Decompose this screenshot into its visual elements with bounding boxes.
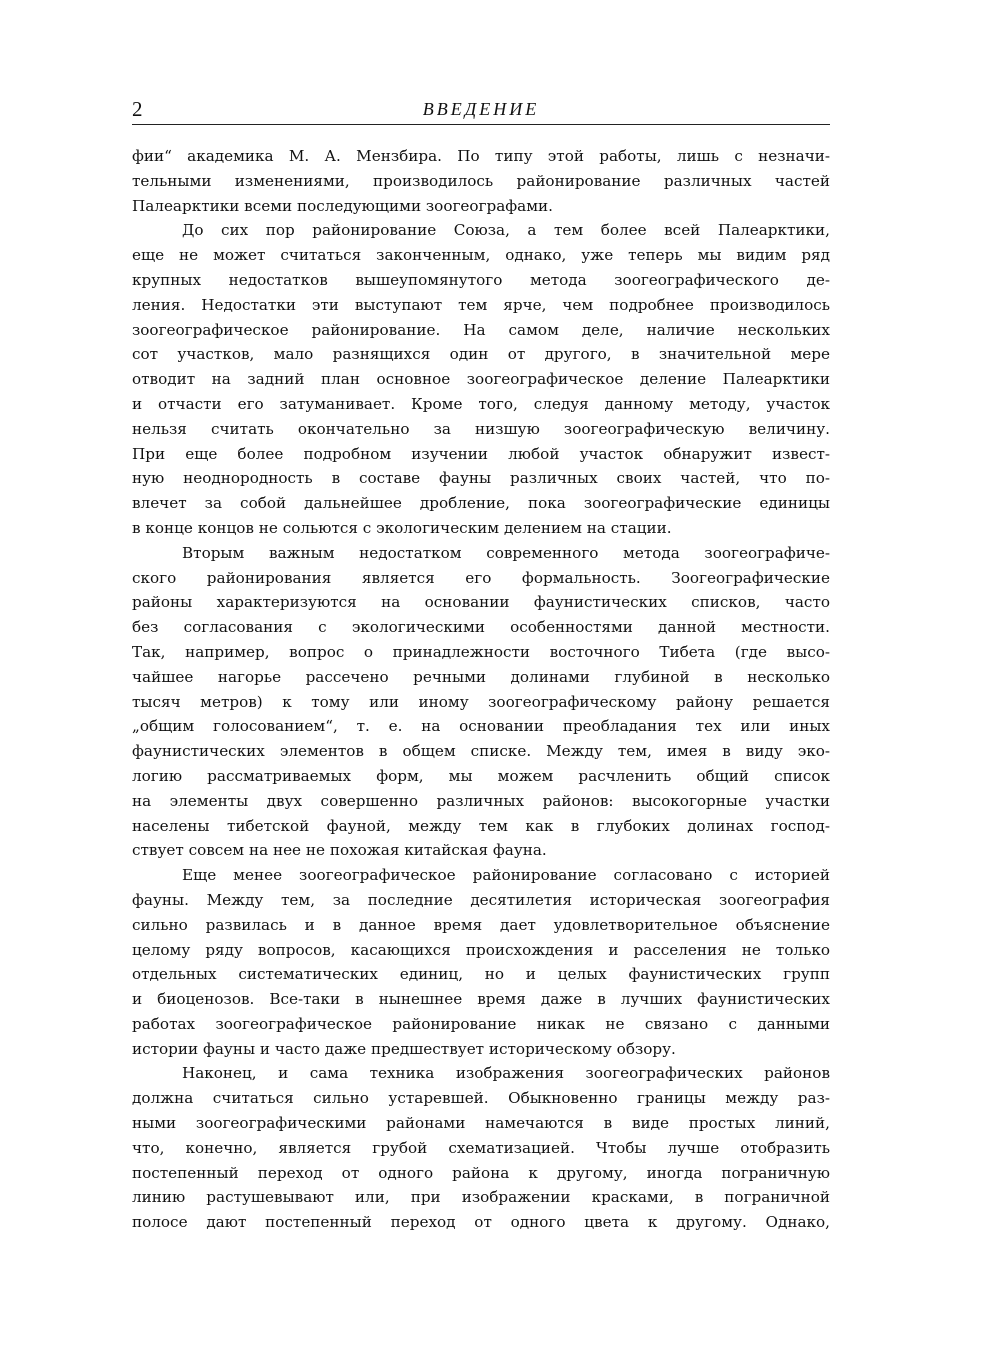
text-line: сот участков, мало разнящихся один от другого, в значительной мере [132, 345, 830, 364]
text-line: сильно развилась и в данное время дает удовлетворительное объяснение [132, 915, 830, 934]
text-line: постепенный переход от одного района к другому, иногда пограничную [132, 1163, 830, 1182]
text-line: нельзя считать окончательно за низшую зоогеографическую величину. [132, 419, 830, 438]
header-divider [132, 124, 830, 125]
running-head: ВВЕДЕНИЕ [422, 99, 540, 119]
text-line: районы характеризуются на основании фаунистических списков, часто [132, 593, 830, 612]
text-line: отдельных систематических единиц, но и целых фаунистических групп [132, 965, 830, 984]
text-line: и отчасти его затуманивает. Кроме того, следуя данному методу, участок [132, 394, 830, 413]
text-line: Еще менее зоогеографическое районирование согласовано с историей [182, 866, 830, 885]
paragraph-1 [132, 144, 830, 218]
text-line: Наконец, и сама техника изображения зоогеографических районов [182, 1064, 830, 1083]
paragraph-4 [132, 863, 830, 1061]
text-line: влечет за собой дальнейшее дробление, пока зоогеографические единицы [132, 494, 830, 513]
text-line: ского районирования является его формальность. Зоогеографические [132, 568, 830, 587]
text-line: Вторым важным недостатком современного метода зоогеографиче- [182, 543, 830, 562]
text-line: При еще более подробном изучении любой участок обнаружит извест- [132, 444, 830, 463]
text-line: зоогеографическое районирование. На самом деле, наличие нескольких [132, 320, 830, 339]
text-line: целому ряду вопросов, касающихся происхождения и расселения не только [132, 940, 830, 959]
text-line: фаунистических элементов в общем списке. Между тем, имея в виду эко- [132, 742, 830, 761]
text-line: на элементы двух совершенно различных районов: высокогорные участки [132, 791, 830, 810]
text-line: логию рассматриваемых форм, мы можем расчленить общий список [132, 766, 830, 785]
body-text [132, 144, 830, 1235]
text-line: ления. Недостатки эти выступают тем ярче, чем подробнее производилось [132, 295, 830, 314]
page-header [132, 96, 830, 126]
text-line: полосе дают постепенный переход от одного цвета к другому. Однако, [132, 1213, 830, 1232]
text-line: ную неоднородность в составе фауны различных своих частей, что по- [132, 469, 830, 488]
text-line: еще не может считаться законченным, однако, уже теперь мы видим ряд [132, 246, 830, 265]
text-line: линию растушевывают или, при изображении красками, в пограничной [132, 1188, 830, 1207]
paragraph-5 [132, 1061, 830, 1235]
text-line: тысяч метров) к тому или иному зоогеографическому району решается [132, 692, 830, 711]
text-line: истории фауны и часто даже предшествует историческому обзору. [132, 1039, 676, 1058]
text-line: Так, например, вопрос о принадлежности восточного Тибета (где высо- [132, 642, 830, 661]
text-line: чайшее нагорье рассечено речными долинами глубиной в несколько [132, 667, 830, 686]
text-line: в конце концов не сольются с экологическим делением на стации. [132, 518, 672, 537]
text-line: без согласования с экологическими особенностями данной местности. [132, 618, 830, 637]
text-line: и биоценозов. Все-таки в нынешнее время даже в лучших фаунистических [132, 990, 830, 1009]
text-line: ными зоогеографическими районами намечаются в виде простых линий, [132, 1114, 830, 1133]
page-number: 2 [132, 97, 143, 121]
text-line: ствует совсем на нее не похожая китайская фауна. [132, 841, 547, 860]
text-line: работах зоогеографическое районирование никак не связано с данными [132, 1014, 830, 1033]
text-line: крупных недостатков вышеупомянутого метода зоогеографического де- [132, 270, 830, 289]
text-line: отводит на задний план основное зоогеографическое деление Палеарктики [132, 370, 830, 389]
paragraph-2 [132, 218, 830, 540]
text-line: фауны. Между тем, за последние десятилетия историческая зоогеография [132, 890, 830, 909]
text-line: До сих пор районирование Союза, а тем более всей Палеарктики, [182, 221, 830, 240]
text-line: что, конечно, является грубой схематизацией. Чтобы лучше отобразить [132, 1138, 830, 1157]
text-line: населены тибетской фауной, между тем как в глубоких долинах господ- [132, 816, 830, 835]
text-line: должна считаться сильно устаревшей. Обыкновенно границы между раз- [132, 1089, 830, 1108]
paragraph-3 [132, 541, 830, 863]
text-line: Палеарктики всеми последующими зоогеографами. [132, 196, 554, 215]
text-line: „общим голосованием“, т. е. на основании преобладания тех или иных [132, 717, 830, 736]
text-line: тельными изменениями, производилось районирование различных частей [132, 171, 830, 190]
text-line: фии“ академика М. А. Мензбира. По типу этой работы, лишь с незначи- [132, 147, 830, 165]
